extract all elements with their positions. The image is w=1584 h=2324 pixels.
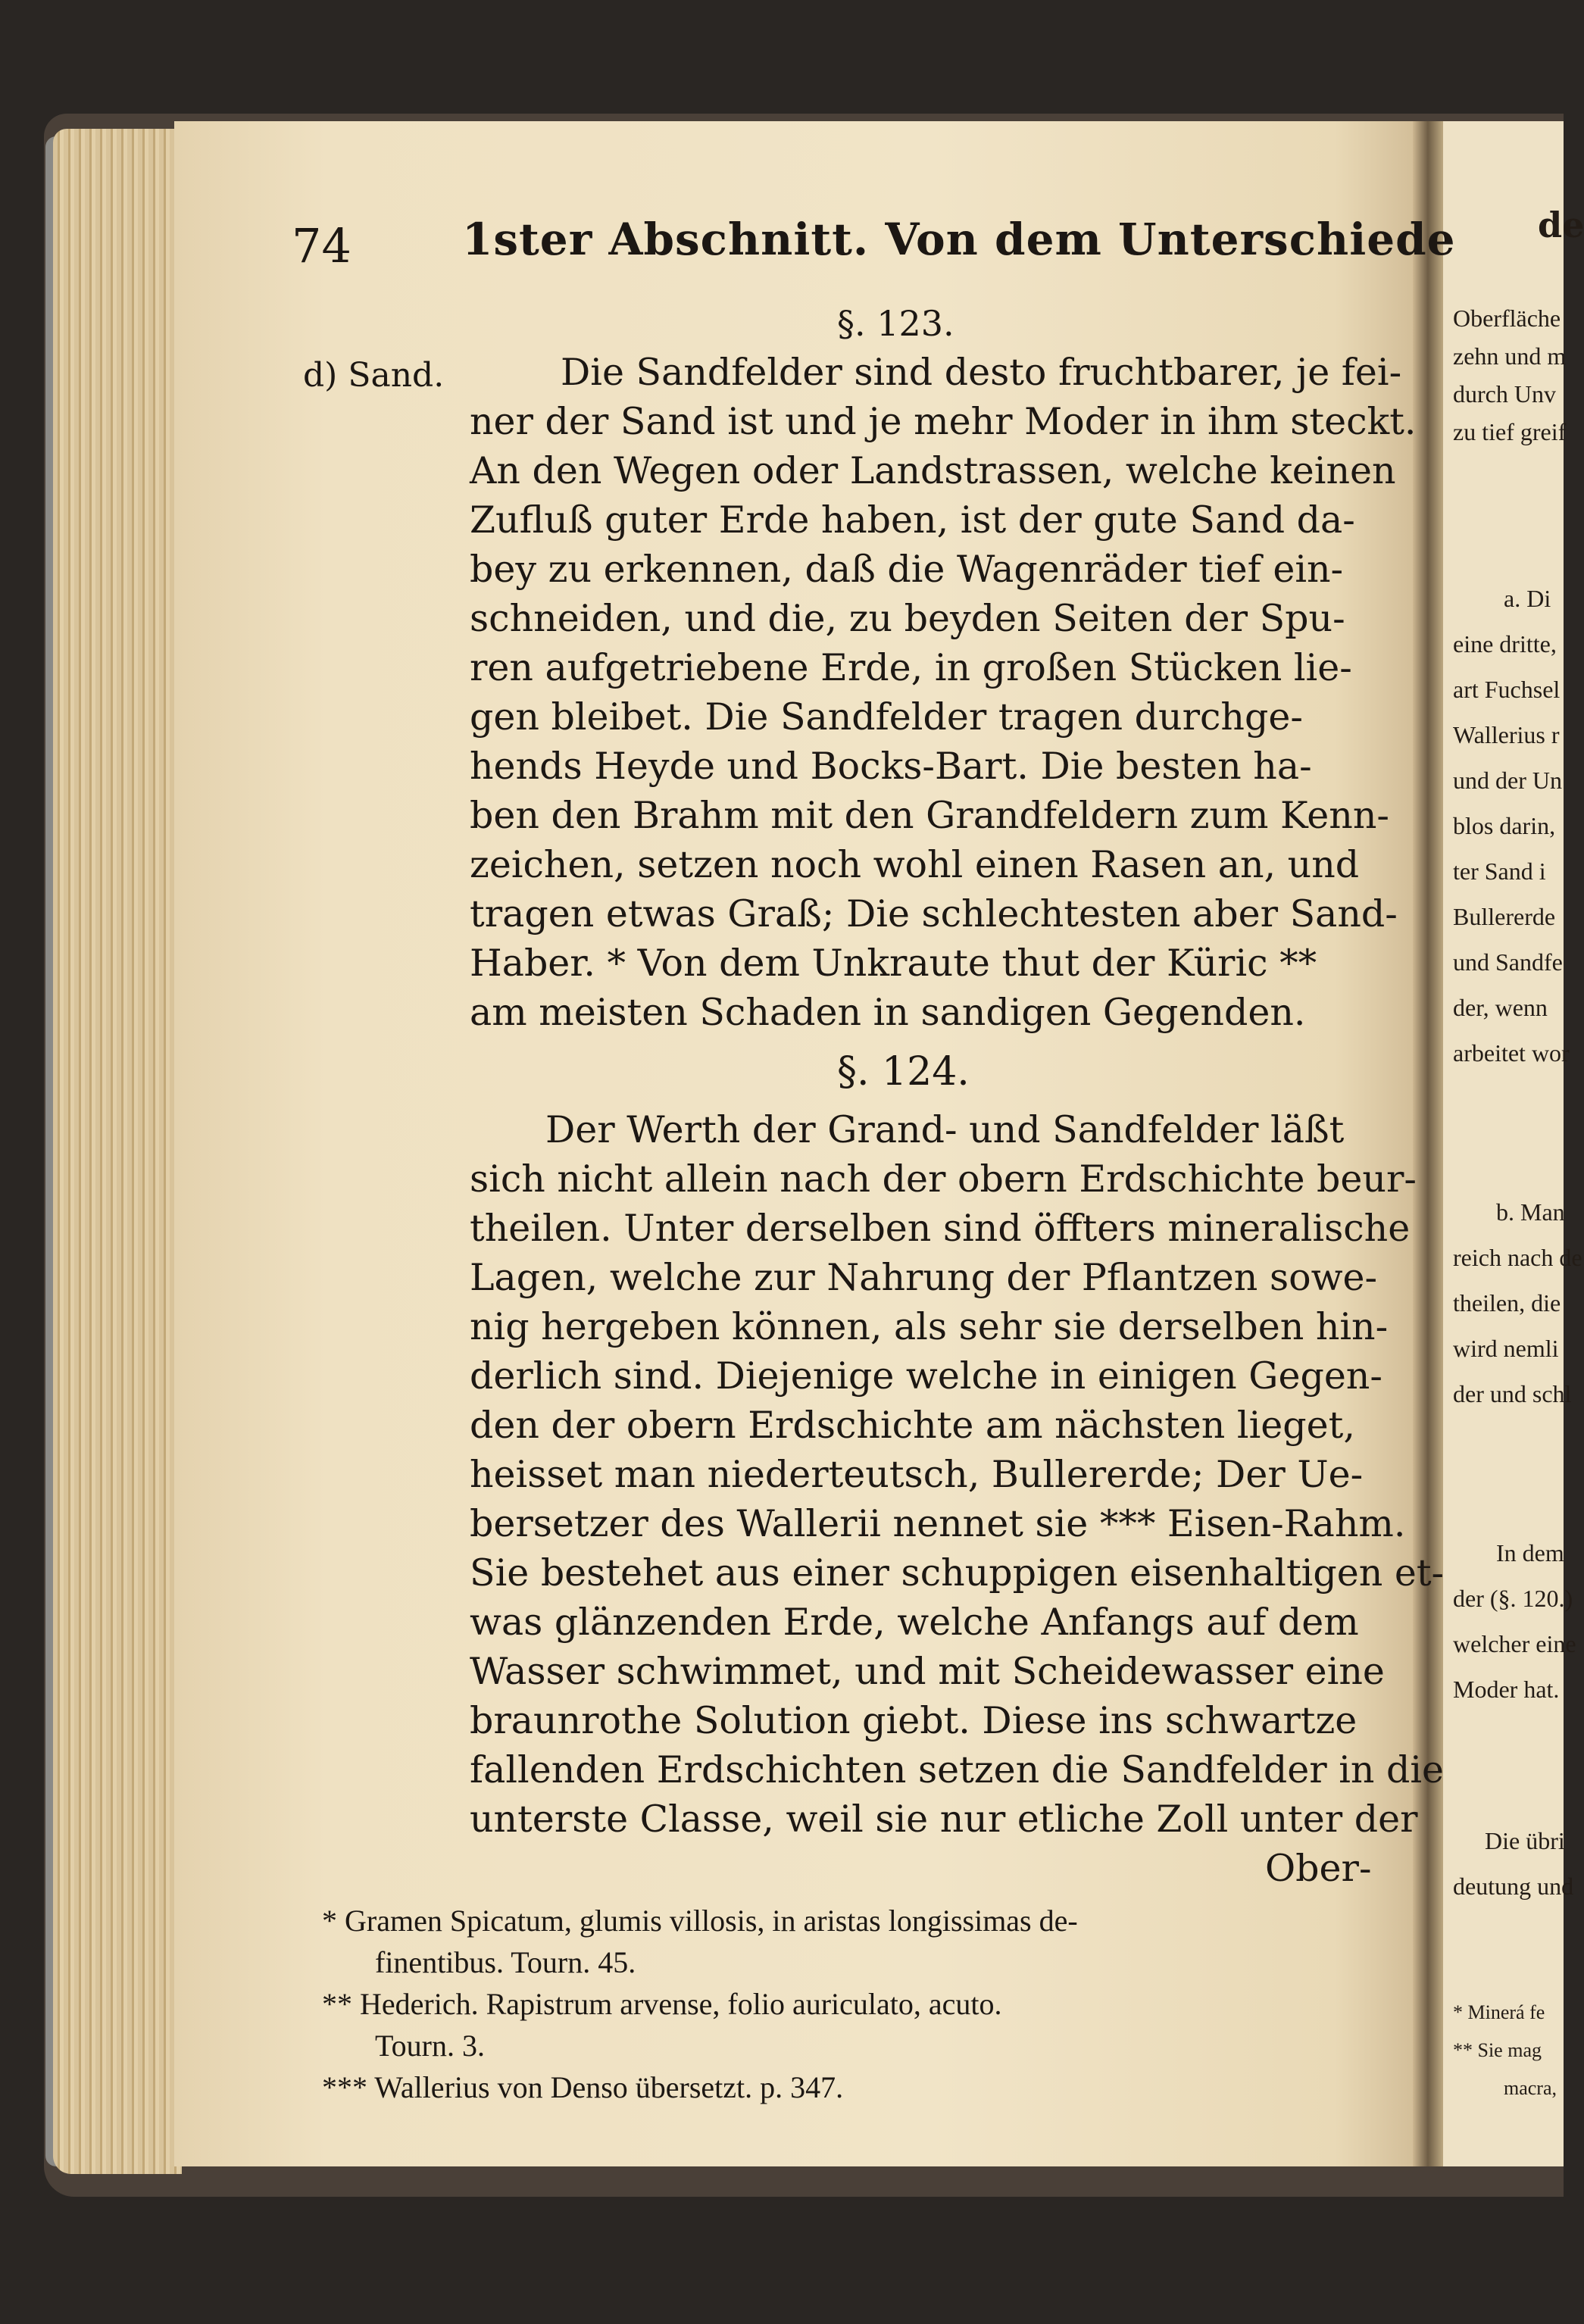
margin-label-sand: d) Sand. xyxy=(303,356,445,395)
right-page-line: Oberfläche xyxy=(1453,305,1561,332)
text-line: bersetzer des Wallerii nennet sie *** Eisen-Rahm. xyxy=(470,1502,1406,1545)
text-line: bey zu erkennen, daß die Wagenräder tief ein- xyxy=(470,548,1344,591)
right-page-line: deutung und xyxy=(1453,1873,1574,1900)
right-page-line: welcher eine xyxy=(1453,1630,1576,1657)
right-page-line: zehn und m xyxy=(1453,342,1567,370)
right-page-line: Bullererde xyxy=(1453,903,1556,930)
text-line: was glänzenden Erde, welche Anfangs auf dem xyxy=(470,1601,1359,1644)
right-page-footnote: ** Sie mag xyxy=(1453,2039,1542,2061)
right-page-line: der, wenn xyxy=(1453,994,1548,1021)
text-line: sich nicht allein nach der obern Erdschichte beur- xyxy=(470,1157,1417,1201)
footnote: finentibus. Tourn. 45. xyxy=(375,1945,636,1979)
running-header: 1ster Abschnitt. Von dem Unterschiede xyxy=(462,214,1456,265)
right-page-line: der und schl xyxy=(1453,1380,1572,1407)
text-line: derlich sind. Diejenige welche in einigen Gegen- xyxy=(470,1354,1382,1398)
right-page-line: und der Un xyxy=(1453,767,1562,794)
text-line: schneiden, und die, zu beyden Seiten der Spu- xyxy=(470,597,1345,640)
page-edges xyxy=(53,129,182,2174)
text-line: ben den Brahm mit den Grandfeldern zum Kenn- xyxy=(470,794,1389,837)
page-gutter xyxy=(1413,121,1443,2166)
text-line: An den Wegen oder Landstrassen, welche keinen xyxy=(470,449,1396,492)
text-line: theilen. Unter derselben sind öffters mineralische xyxy=(470,1207,1411,1250)
text-line: den der obern Erdschichte am nächsten lieget, xyxy=(470,1404,1355,1447)
text-line: gen bleibet. Die Sandfelder tragen durchge- xyxy=(470,695,1303,739)
right-page-footnote: macra, xyxy=(1504,2077,1557,2099)
text-line: hends Heyde und Bocks-Bart. Die besten ha- xyxy=(470,745,1312,788)
text-line: ner der Sand ist und je mehr Moder in ihm steckt. xyxy=(470,400,1417,443)
text-line: Sie bestehet aus einer schuppigen eisenhaltigen et- xyxy=(470,1551,1445,1595)
text-line: braunrothe Solution giebt. Diese ins schwartze xyxy=(470,1699,1357,1742)
right-page-line: art Fuchsel xyxy=(1453,676,1561,703)
right-page-line: durch Unv xyxy=(1453,380,1556,408)
right-page-line: eine dritte, xyxy=(1453,630,1557,658)
text-line: fallenden Erdschichten setzen die Sandfelder in die xyxy=(470,1748,1445,1791)
right-page-line: der (§. 120.) xyxy=(1453,1585,1573,1612)
right-page-line: In dem xyxy=(1496,1539,1564,1567)
right-page-line: Wallerius r xyxy=(1453,721,1560,748)
section-123-label: §. 123. xyxy=(837,303,954,344)
right-page-line: Die übri xyxy=(1485,1827,1565,1854)
text-line: ren aufgetriebene Erde, in großen Stücken lie- xyxy=(470,646,1352,689)
footnote: *** Wallerius von Denso übersetzt. p. 347. xyxy=(322,2070,844,2104)
right-page-footnote: * Minerá fe xyxy=(1453,2001,1545,2023)
right-page-header-fragment: de xyxy=(1538,205,1584,245)
text-line: heisset man niederteutsch, Bullererde; Der Ue- xyxy=(470,1453,1364,1496)
right-page-line: theilen, die xyxy=(1453,1289,1561,1317)
text-line: Lagen, welche zur Nahrung der Pflantzen sowe- xyxy=(470,1256,1378,1299)
text-line: tragen etwas Graß; Die schlechtesten aber Sand- xyxy=(470,892,1398,936)
right-page-line: Moder hat. xyxy=(1453,1676,1560,1703)
page-number: 74 xyxy=(292,218,351,273)
footnote: * Gramen Spicatum, glumis villosis, in aristas longissimas de- xyxy=(322,1904,1078,1938)
right-page-line: wird nemli xyxy=(1453,1335,1559,1362)
right-page-line: arbeitet wor xyxy=(1453,1039,1570,1067)
right-page-line: b. Man xyxy=(1496,1198,1565,1226)
catchword: Ober- xyxy=(1265,1847,1372,1890)
text-line: zeichen, setzen noch wohl einen Rasen an, und xyxy=(470,843,1360,886)
footnote: Tourn. 3. xyxy=(375,2029,485,2063)
text-line: Wasser schwimmet, und mit Scheidewasser eine xyxy=(470,1650,1385,1693)
text-line: Haber. * Von dem Unkraute thut der Küric ** xyxy=(470,942,1317,985)
right-page-line: reich nach de xyxy=(1453,1244,1582,1271)
text-line: Der Werth der Grand- und Sandfelder läßt xyxy=(545,1108,1345,1151)
right-page-line: blos darin, xyxy=(1453,812,1556,839)
text-line: Die Sandfelder sind desto fruchtbarer, je fei- xyxy=(561,351,1402,394)
text-line: nig hergeben können, als sehr sie derselben hin- xyxy=(470,1305,1389,1348)
right-page-line: ter Sand i xyxy=(1453,857,1546,885)
right-page-line: und Sandfe xyxy=(1453,948,1563,976)
right-page-line: zu tief greif xyxy=(1453,418,1567,445)
section-124-label: §. 124. xyxy=(837,1049,970,1095)
right-page-line: a. Di xyxy=(1504,585,1551,612)
text-line: Zufluß guter Erde haben, ist der gute Sand da- xyxy=(470,498,1355,542)
footnote: ** Hederich. Rapistrum arvense, folio auriculato, acuto. xyxy=(322,1987,1002,2021)
text-line: am meisten Schaden in sandigen Gegenden. xyxy=(470,991,1306,1034)
text-line: unterste Classe, weil sie nur etliche Zoll unter der xyxy=(470,1798,1418,1841)
